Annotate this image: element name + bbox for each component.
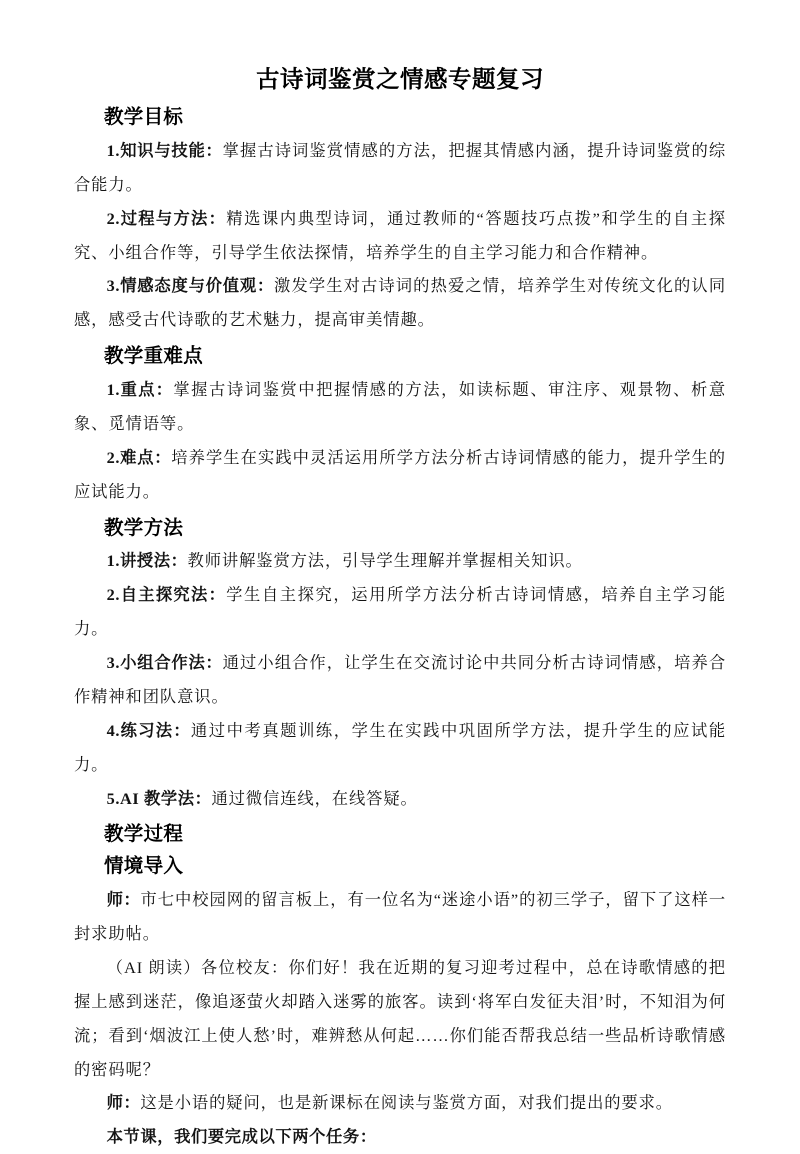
- objective-item-2: [74, 202, 726, 270]
- method-item-2-lead: 2.自主探究法：: [106, 585, 227, 605]
- section-heading-key-points: 教学重难点: [104, 344, 204, 368]
- method-item-1-lead: 1.讲授法：: [106, 551, 188, 571]
- process-paragraph-2-text: 你们好！我在近期的复习迎考过程中，总在诗歌情感的把握上感到迷茫，像追逐萤火却踏入迷雾的旅客。读到‘将军白发征夫泪’时，不知泪为何流；看到‘烟波江上使人愁’时，难辨愁从何起……你们能否帮我总结一些品析诗歌情感的密码呢？: [74, 957, 726, 1079]
- key-point-item-2: [74, 441, 726, 509]
- method-item-4-text: 通过中考真题训练，学生在实践中巩固所学方法，提升学生的应试能力。: [74, 720, 726, 774]
- process-paragraph-2-lead: （AI 朗读）各位校友：: [106, 957, 289, 977]
- process-paragraph-1-text: 市七中校园网的留言板上，有一位名为“迷途小语”的初三学子，留下了这样一封求助帖。: [74, 890, 726, 943]
- process-closing-line: 本节课，我们要完成以下两个任务：: [106, 1127, 377, 1147]
- key-point-item-2-lead: 2.难点：: [106, 447, 172, 467]
- process-paragraph-2: [74, 951, 726, 1087]
- method-item-5-lead: 5.AI 教学法：: [106, 788, 212, 808]
- method-item-1: [74, 544, 726, 578]
- method-item-3: [74, 646, 726, 714]
- process-paragraph-3: [74, 1086, 726, 1120]
- method-item-3-lead: 3.小组合作法：: [106, 653, 223, 673]
- method-item-5: [74, 782, 726, 816]
- key-point-item-1-lead: 1.重点：: [106, 380, 174, 399]
- process-paragraph-3-text: 这是小语的疑问，也是新课标在阅读与鉴赏方面，对我们提出的要求。: [140, 1093, 673, 1113]
- key-point-item-1: [74, 373, 726, 441]
- method-item-2-text: 学生自主探究，运用所学方法分析古诗词情感，培养自主学习能力。: [74, 585, 726, 639]
- document-content: [74, 62, 726, 1154]
- objective-item-1-text: 掌握古诗词鉴赏情感的方法，把握其情感内涵，提升诗词鉴赏的综合能力。: [74, 140, 727, 194]
- method-item-5-text: 通过微信连线，在线答疑。: [211, 788, 418, 808]
- key-point-item-2-text: 培养学生在实践中灵活运用所学方法分析古诗词情感的能力，提升学生的应试能力。: [74, 447, 726, 501]
- objective-item-3-lead: 3.情感态度与价值观：: [106, 276, 275, 296]
- method-item-4: [74, 714, 726, 782]
- objective-item-3: [74, 269, 726, 337]
- objective-item-2-lead: 2.过程与方法：: [106, 208, 227, 228]
- process-paragraph-1-lead: 师：: [106, 890, 141, 910]
- method-item-2: [74, 578, 726, 646]
- section-heading-methods: 教学方法: [104, 515, 184, 539]
- objective-item-1: [74, 134, 726, 202]
- subsection-heading-situation-intro: 情境导入: [104, 854, 184, 878]
- objective-item-1-lead: 1.知识与技能：: [106, 140, 223, 160]
- method-item-1-text: 教师讲解鉴赏方法，引导学生理解并掌握相关知识。: [187, 551, 583, 571]
- section-heading-objectives: 教学目标: [104, 105, 184, 129]
- process-paragraph-3-lead: 师：: [106, 1093, 141, 1113]
- method-item-4-lead: 4.练习法：: [106, 720, 191, 740]
- process-paragraph-1: [74, 883, 726, 951]
- page-title: 古诗词鉴赏之情感专题复习: [256, 65, 544, 93]
- objective-item-3-text: 激发学生对古诗词的热爱之情，培养学生对传统文化的认同感，感受古代诗歌的艺术魅力，提高审美情趣。: [74, 276, 727, 330]
- key-point-item-1-text: 掌握古诗词鉴赏中把握情感的方法，如读标题、审注序、观景物、析意象、觅情语等。: [74, 380, 726, 433]
- section-heading-process: 教学过程: [104, 822, 184, 846]
- objective-item-2-text: 精选课内典型诗词，通过教师的“答题技巧点拨”和学生的自主探究、小组合作等，引导学生依法探情，培养学生的自主学习能力和合作精神。: [74, 208, 726, 262]
- method-item-3-text: 通过小组合作，让学生在交流讨论中共同分析古诗词情感，培养合作精神和团队意识。: [74, 653, 727, 706]
